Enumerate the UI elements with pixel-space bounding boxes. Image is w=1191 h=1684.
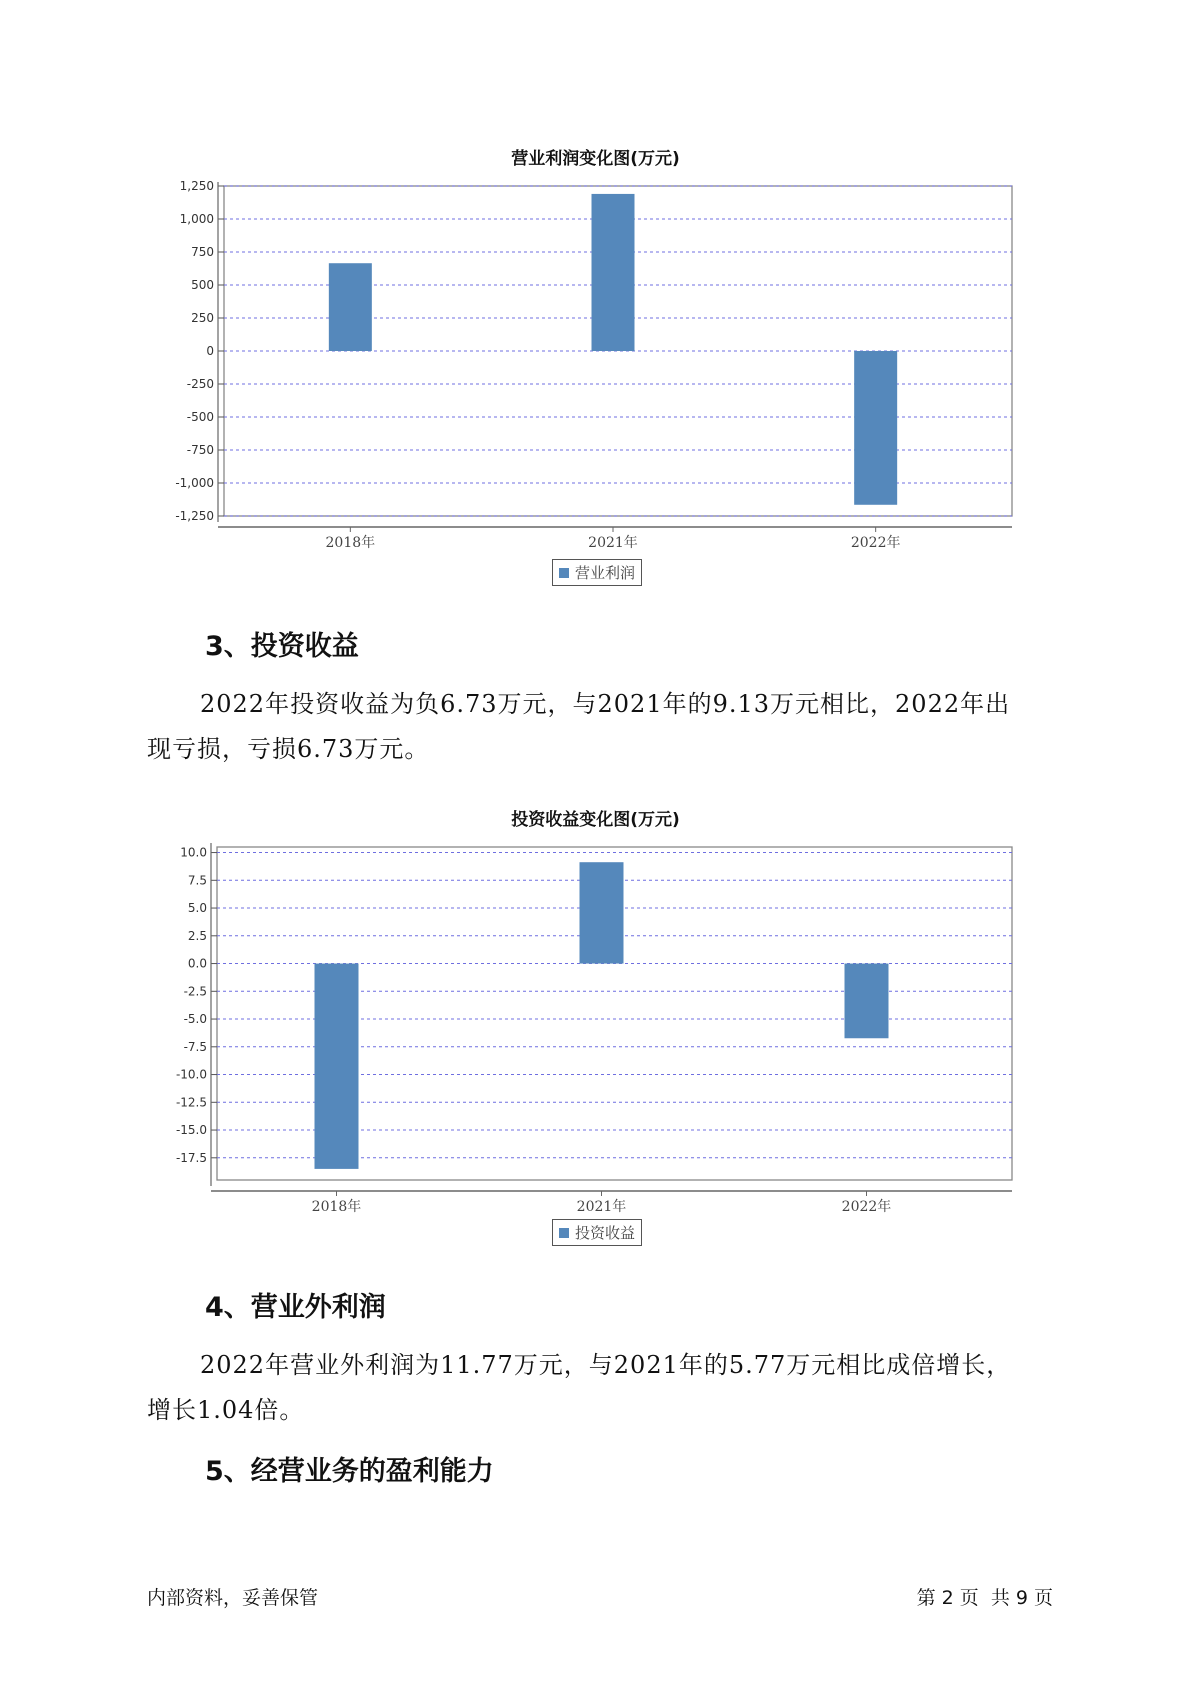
y-tick-label: -7.5: [183, 1039, 207, 1054]
section3-heading: 3、投资收益: [205, 631, 359, 662]
chart2-title: 投资收益变化图(万元): [511, 810, 680, 830]
x-tick-label: 2018年: [325, 535, 376, 551]
y-tick-label: -12.5: [175, 1095, 207, 1110]
y-tick-label: -500: [186, 410, 214, 424]
section4-text-line2: 增长1.04倍。: [147, 1396, 305, 1424]
section4-heading: 4、营业外利润: [205, 1292, 386, 1323]
y-tick-label: 1,250: [179, 179, 214, 193]
bar-2018年: [315, 964, 359, 1169]
chart2-legend: [552, 1219, 642, 1246]
footer-confidential-note: 内部资料，妥善保管: [147, 1587, 319, 1609]
x-tick-label: 2022年: [841, 1199, 892, 1215]
x-tick-label: 2022年: [850, 535, 901, 551]
y-tick-label: 750: [191, 245, 214, 259]
x-tick-label: 2018年: [311, 1199, 362, 1215]
chart2-legend-label: 投资收益: [575, 1224, 636, 1242]
section4-text-line1: 2022年营业外利润为11.77万元，与2021年的5.77万元相比成倍增长，: [200, 1351, 1012, 1379]
bar-2021年: [580, 862, 624, 963]
section3-text-line2: 现亏损，亏损6.73万元。: [147, 735, 430, 763]
y-tick-label: 250: [191, 311, 214, 325]
y-tick-label: -15.0: [175, 1123, 207, 1138]
y-tick-label: -1,250: [175, 509, 214, 523]
y-tick-label: -5.0: [183, 1012, 207, 1027]
y-tick-label: 0.0: [187, 956, 207, 971]
y-tick-label: 7.5: [187, 873, 207, 888]
chart1-legend-label: 营业利润: [575, 564, 636, 582]
y-tick-label: -17.5: [175, 1150, 207, 1165]
y-tick-label: 0: [206, 344, 214, 358]
y-tick-label: 1,000: [179, 212, 214, 226]
footer-page-number: 第 2 页 共 9 页: [916, 1587, 1053, 1609]
section5-heading: 5、经营业务的盈利能力: [205, 1456, 494, 1487]
bar-2022年: [845, 964, 889, 1039]
x-tick-label: 2021年: [588, 535, 638, 551]
y-tick-label: 10.0: [180, 845, 207, 860]
y-tick-label: -2.5: [183, 984, 207, 999]
y-tick-label: -10.0: [175, 1067, 207, 1082]
x-tick-label: 2021年: [576, 1199, 627, 1215]
y-tick-label: -250: [186, 377, 214, 391]
y-tick-label: 500: [191, 278, 214, 292]
legend-swatch: [559, 1228, 569, 1238]
chart1-title: 营业利润变化图(万元): [511, 149, 680, 169]
y-tick-label: -1,000: [175, 476, 214, 490]
section4-paragraph: [147, 1343, 1047, 1433]
y-tick-label: 2.5: [187, 928, 207, 943]
y-tick-label: -750: [186, 443, 214, 457]
y-tick-label: 5.0: [187, 901, 207, 916]
section3-text-line1: 2022年投资收益为负6.73万元，与2021年的9.13万元相比，2022年出: [200, 690, 1011, 718]
